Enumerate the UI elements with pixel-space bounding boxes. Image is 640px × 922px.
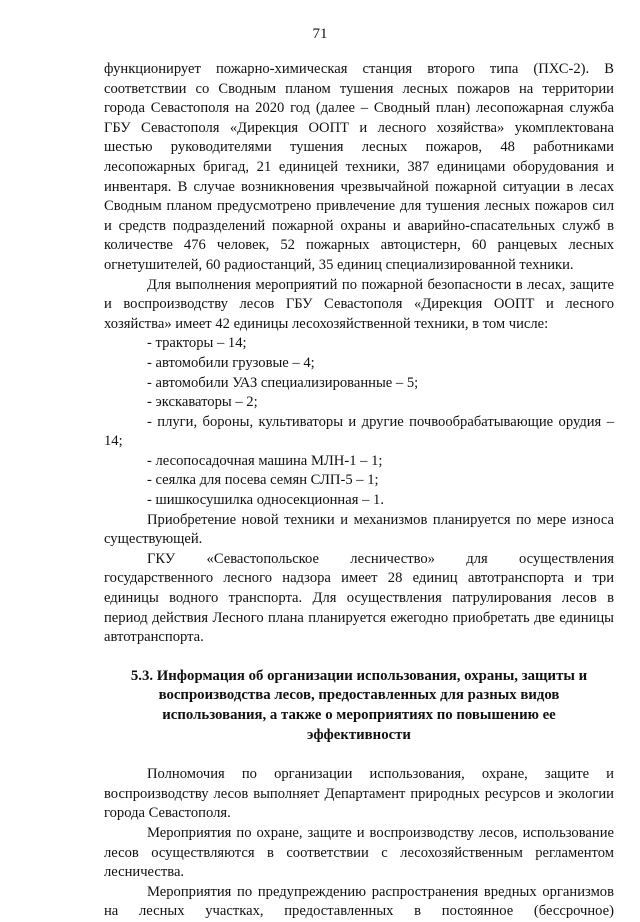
list-item: - шишкосушилка односекционная – 1. xyxy=(147,492,384,509)
list-item: - экскаваторы – 2; xyxy=(147,394,258,411)
paragraph: Мероприятия по охране, защите и воспроизводству лесов, использование лесов осуществляются в соответствии с лесохозяйственным регламентом лесничества. xyxy=(104,824,614,881)
paragraph: ГКУ «Севастопольское лесничество» для осуществления государственного лесного надзора имеет 28 единиц автотранспорта и три единицы водного транспорта. Для осуществления патрулирования лесов в период действия Лесного плана планируется ежегодно приобретать две единицы автотранспорта. xyxy=(104,550,614,646)
list-item: - автомобили грузовые – 4; xyxy=(147,354,315,371)
list-item: - лесопосадочная машина МЛН-1 – 1; xyxy=(147,452,383,469)
paragraph: Для выполнения мероприятий по пожарной безопасности в лесах, защите и воспроизводству лесов ГБУ Севастополя «Дирекция ООПТ и лесного хозяйства» имеет 42 единицы лесохозяйственной техники, в том числе: xyxy=(104,276,614,332)
paragraph: Мероприятия по предупреждению распространения вредных организмов на лесных участках, предоставленных в постоянное (бессрочное) xyxy=(104,883,614,920)
equipment-list xyxy=(104,334,614,510)
list-item: - плуги, бороны, культиваторы и другие почвообрабатывающие орудия – 14; xyxy=(104,413,614,450)
paragraph: Полномочия по организации использования, охране, защите и воспроизводству лесов выполняет Департамент природных ресурсов и экологии города Севастополя. xyxy=(104,766,614,822)
page-number: 71 xyxy=(312,26,328,42)
paragraph: Приобретение новой техники и механизмов планируется по мере износа существующей. xyxy=(104,511,614,548)
list-item: - сеялка для посева семян СЛП-5 – 1; xyxy=(147,472,379,489)
section-heading: 5.3. Информация об организации использования, охраны, защиты и воспроизводства лесов, предоставленных для разных видов использования, а также о мероприятиях по повышению ее эффективности xyxy=(130,667,588,743)
paragraph: функционирует пожарно-химическая станция второго типа (ПХС-2). В соответствии со Сводным планом тушения лесных пожаров на территории города Севастополя на 2020 год (далее – Сводный план) лесопожарная служба ГБУ Севастополя «Дирекция ООПТ и лесного хозяйства» укомплектована шестью руководителями тушения лесных пожаров, 48 работниками лесопожарных бригад, 21 единицей техники, 387 единицами оборудования и инвентаря. В случае возникновения чрезвычайной пожарной ситуации в лесах Сводным планом предусмотрено привлечение для тушения лесных пожаров сил и средств подразделений пожарной охраны и аварийно-спасательных служб в количестве 476 человек, 52 пожарных автоцистерн, 60 ранцевых лесных огнетушителей, 60 радиостанций, 35 единиц специализированной техники. xyxy=(104,61,614,273)
body-text xyxy=(104,60,614,922)
list-item: - автомобили УАЗ специализированные – 5; xyxy=(147,374,419,391)
list-item: - тракторы – 14; xyxy=(147,335,247,352)
